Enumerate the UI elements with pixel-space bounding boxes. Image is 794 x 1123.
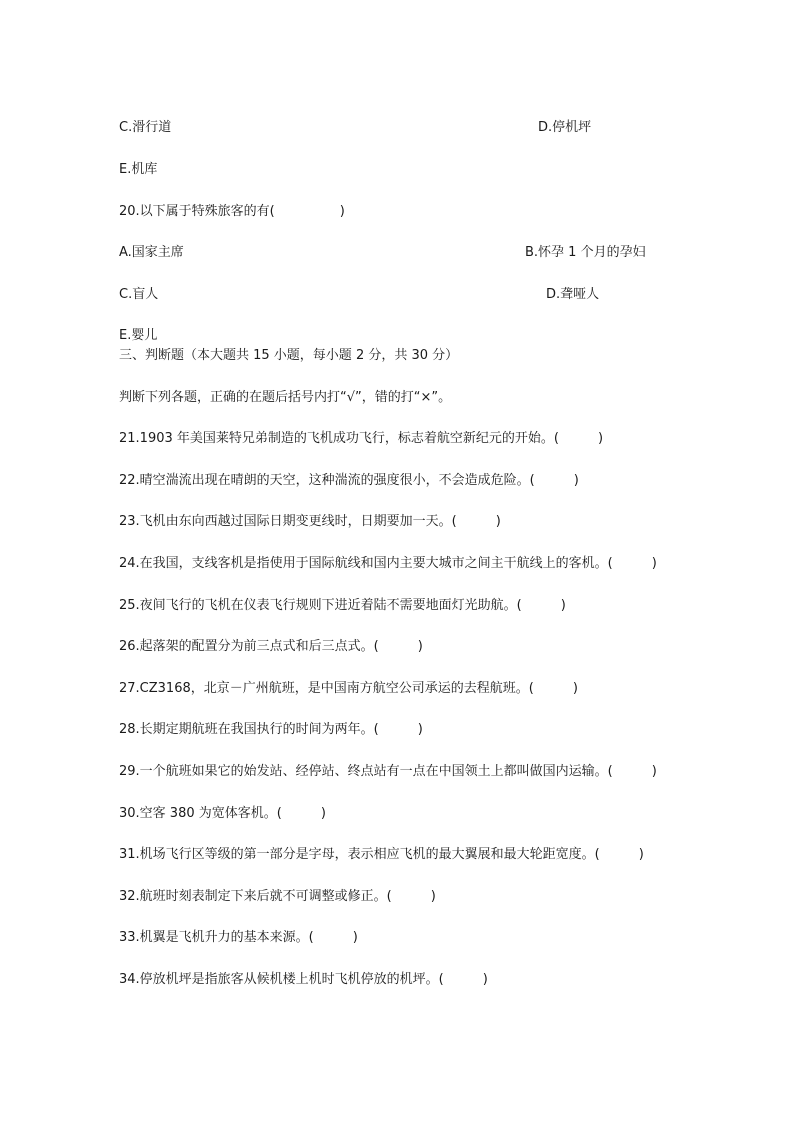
- question-22: 22.晴空湍流出现在晴朗的天空，这种湍流的强度很小，不会造成危险。( ): [119, 473, 579, 488]
- question-25: 25.夜间飞行的飞机在仪表飞行规则下进近着陆不需要地面灯光助航。( ): [119, 598, 566, 613]
- question-30: 30.空客 380 为宽体客机。( ): [119, 806, 326, 821]
- q19-option-e: E.机库: [119, 162, 158, 177]
- q19-option-c: C.滑行道: [119, 120, 172, 135]
- q20-question: 20.以下属于特殊旅客的有( ): [119, 204, 345, 219]
- question-28: 28.长期定期航班在我国执行的时间为两年。( ): [119, 722, 423, 737]
- section-instruction: 判断下列各题，正确的在题后括号内打“√”，错的打“×”。: [119, 390, 452, 405]
- question-33: 33.机翼是飞机升力的基本来源。( ): [119, 930, 358, 945]
- question-32: 32.航班时刻表制定下来后就不可调整或修正。( ): [119, 889, 436, 904]
- q20-option-c: C.盲人: [119, 287, 159, 302]
- q20-option-a: A.国家主席: [119, 245, 184, 260]
- section-heading: 三、判断题（本大题共 15 小题，每小题 2 分，共 30 分）: [119, 348, 459, 363]
- question-27: 27.CZ3168，北京－广州航班，是中国南方航空公司承运的去程航班。( ): [119, 681, 578, 696]
- q20-option-d: D.聋哑人: [546, 287, 600, 302]
- question-26: 26.起落架的配置分为前三点式和后三点式。( ): [119, 639, 423, 654]
- question-23: 23.飞机由东向西越过国际日期变更线时，日期要加一天。( ): [119, 514, 501, 529]
- q19-option-d: D.停机坪: [538, 120, 592, 135]
- question-31: 31.机场飞行区等级的第一部分是字母，表示相应飞机的最大翼展和最大轮距宽度。( ): [119, 847, 644, 862]
- q20-option-e: E.婴儿: [119, 328, 158, 343]
- question-34: 34.停放机坪是指旅客从候机楼上机时飞机停放的机坪。( ): [119, 972, 488, 987]
- question-24: 24.在我国，支线客机是指使用于国际航线和国内主要大城市之间主干航线上的客机。( ): [119, 556, 657, 571]
- q20-option-b: B.怀孕 1 个月的孕妇: [525, 245, 646, 260]
- question-21: 21.1903 年美国莱特兄弟制造的飞机成功飞行，标志着航空新纪元的开始。( ): [119, 431, 604, 446]
- question-29: 29.一个航班如果它的始发站、经停站、终点站有一点在中国领土上都叫做国内运输。( ): [119, 764, 657, 779]
